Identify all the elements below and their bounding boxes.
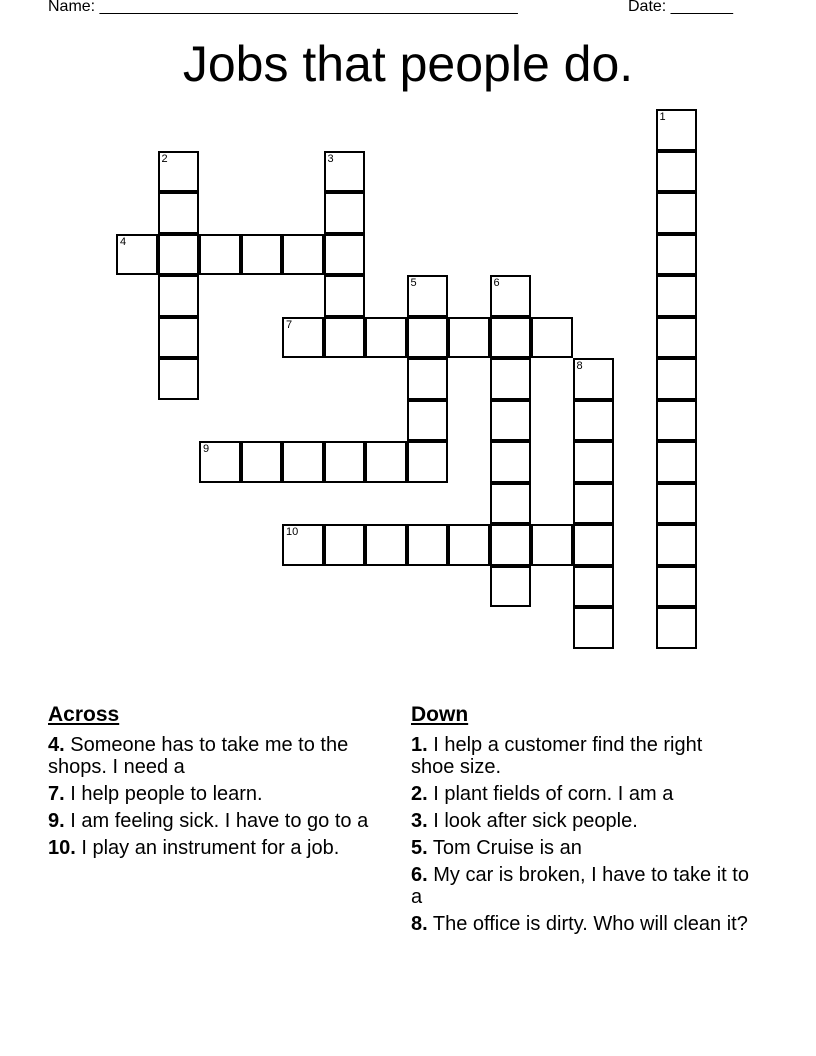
clue-across-7 (48, 783, 388, 805)
grid-cell[interactable] (241, 234, 283, 276)
clue-number: 1. (411, 734, 428, 756)
grid-cell[interactable] (365, 317, 407, 359)
grid-cell[interactable] (573, 524, 615, 566)
grid-cell[interactable] (656, 234, 698, 276)
clue-down-5 (411, 837, 751, 859)
grid-cell[interactable] (490, 275, 532, 317)
grid-cell[interactable] (365, 441, 407, 483)
grid-cell[interactable] (282, 524, 324, 566)
grid-cell[interactable] (324, 192, 366, 234)
clue-number: 7. (48, 783, 65, 805)
grid-cell[interactable] (407, 275, 449, 317)
grid-cell[interactable] (407, 400, 449, 442)
down-heading: Down (411, 703, 469, 726)
grid-cell[interactable] (324, 317, 366, 359)
grid-cell[interactable] (324, 275, 366, 317)
clue-text: My car is broken, I have to take it to a (411, 864, 749, 908)
grid-cell[interactable] (199, 234, 241, 276)
clue-text: Tom Cruise is an (432, 837, 582, 859)
clue-text: The office is dirty. Who will clean it? (432, 913, 748, 935)
grid-cell[interactable] (448, 317, 490, 359)
down-clues (411, 702, 751, 940)
grid-cell[interactable] (282, 317, 324, 359)
grid-cell[interactable] (656, 109, 698, 151)
clue-across-10 (48, 837, 388, 859)
cell-number: 5 (410, 277, 417, 289)
grid-cell[interactable] (158, 317, 200, 359)
cell-number: 4 (120, 235, 127, 248)
grid-cell[interactable] (490, 358, 532, 400)
clue-text: I help a customer find the right shoe size. (411, 734, 703, 778)
grid-cell[interactable] (656, 483, 698, 525)
grid-cell[interactable] (407, 524, 449, 566)
clue-across-9 (48, 810, 388, 832)
clue-text: I help people to learn. (70, 783, 263, 805)
clue-number: 10. (48, 837, 76, 859)
grid-cell[interactable] (573, 358, 615, 400)
grid-cell[interactable] (407, 358, 449, 400)
grid-cell[interactable] (116, 234, 158, 276)
cell-number: 10 (286, 526, 299, 538)
grid-cell[interactable] (531, 524, 573, 566)
grid-cell[interactable] (158, 275, 200, 317)
clue-number: 3. (411, 810, 428, 832)
date-field[interactable]: Date: _______ (628, 0, 733, 15)
cell-number: 8 (576, 360, 583, 372)
clue-number: 5. (411, 837, 428, 859)
grid-cell[interactable] (324, 151, 366, 193)
grid-cell[interactable] (448, 524, 490, 566)
clue-text: I look after sick people. (433, 810, 638, 832)
grid-cell[interactable] (490, 524, 532, 566)
grid-cell[interactable] (365, 524, 407, 566)
grid-cell[interactable] (158, 192, 200, 234)
name-field[interactable]: Name: _______________________________________________ (48, 0, 518, 15)
grid-cell[interactable] (490, 566, 532, 608)
cell-number: 3 (327, 152, 334, 165)
clue-number: 4. (48, 734, 65, 756)
cell-number: 2 (161, 152, 168, 165)
grid-cell[interactable] (158, 234, 200, 276)
clue-across-4 (48, 734, 388, 778)
across-heading: Across (48, 703, 120, 726)
cell-number: 7 (286, 318, 293, 331)
grid-cell[interactable] (282, 234, 324, 276)
grid-cell[interactable] (656, 317, 698, 359)
grid-cell[interactable] (158, 151, 200, 193)
grid-cell[interactable] (531, 317, 573, 359)
cell-number: 6 (493, 277, 500, 289)
grid-cell[interactable] (158, 358, 200, 400)
grid-cell[interactable] (573, 607, 615, 649)
clue-text: Someone has to take me to the shops. I need a (48, 734, 349, 778)
grid-cell[interactable] (656, 524, 698, 566)
grid-cell[interactable] (656, 607, 698, 649)
grid-cell[interactable] (573, 483, 615, 525)
clue-text: I play an instrument for a job. (81, 837, 340, 859)
clue-text: I plant fields of corn. I am a (433, 783, 674, 805)
grid-cell[interactable] (573, 400, 615, 442)
grid-cell[interactable] (407, 441, 449, 483)
grid-cell[interactable] (656, 275, 698, 317)
clue-number: 6. (411, 864, 428, 886)
clue-text: I am feeling sick. I have to go to a (70, 810, 369, 832)
grid-cell[interactable] (282, 441, 324, 483)
grid-cell[interactable] (656, 400, 698, 442)
clue-number: 9. (48, 810, 65, 832)
grid-cell[interactable] (407, 317, 449, 359)
cell-number: 9 (203, 443, 210, 455)
grid-cell[interactable] (324, 524, 366, 566)
grid-cell[interactable] (656, 441, 698, 483)
clue-down-6 (411, 864, 751, 908)
cell-number: 1 (659, 111, 666, 123)
grid-cell[interactable] (490, 441, 532, 483)
grid-cell[interactable] (199, 441, 241, 483)
grid-cell[interactable] (656, 151, 698, 193)
clue-number: 8. (411, 913, 428, 935)
grid-cell[interactable] (324, 234, 366, 276)
grid-cell[interactable] (490, 317, 532, 359)
grid-cell[interactable] (241, 441, 283, 483)
grid-cell[interactable] (573, 566, 615, 608)
across-clues (48, 702, 388, 864)
grid-cell[interactable] (324, 441, 366, 483)
grid-cell[interactable] (656, 566, 698, 608)
clue-number: 2. (411, 783, 428, 805)
clue-down-2 (411, 783, 751, 805)
grid-cell[interactable] (573, 441, 615, 483)
page-title: Jobs that people do. (182, 36, 634, 92)
clue-down-1 (411, 734, 751, 778)
grid-cell[interactable] (656, 358, 698, 400)
grid-cell[interactable] (490, 483, 532, 525)
grid-cell[interactable] (656, 192, 698, 234)
clue-down-3 (411, 810, 751, 832)
clue-down-8 (411, 913, 751, 935)
grid-cell[interactable] (490, 400, 532, 442)
